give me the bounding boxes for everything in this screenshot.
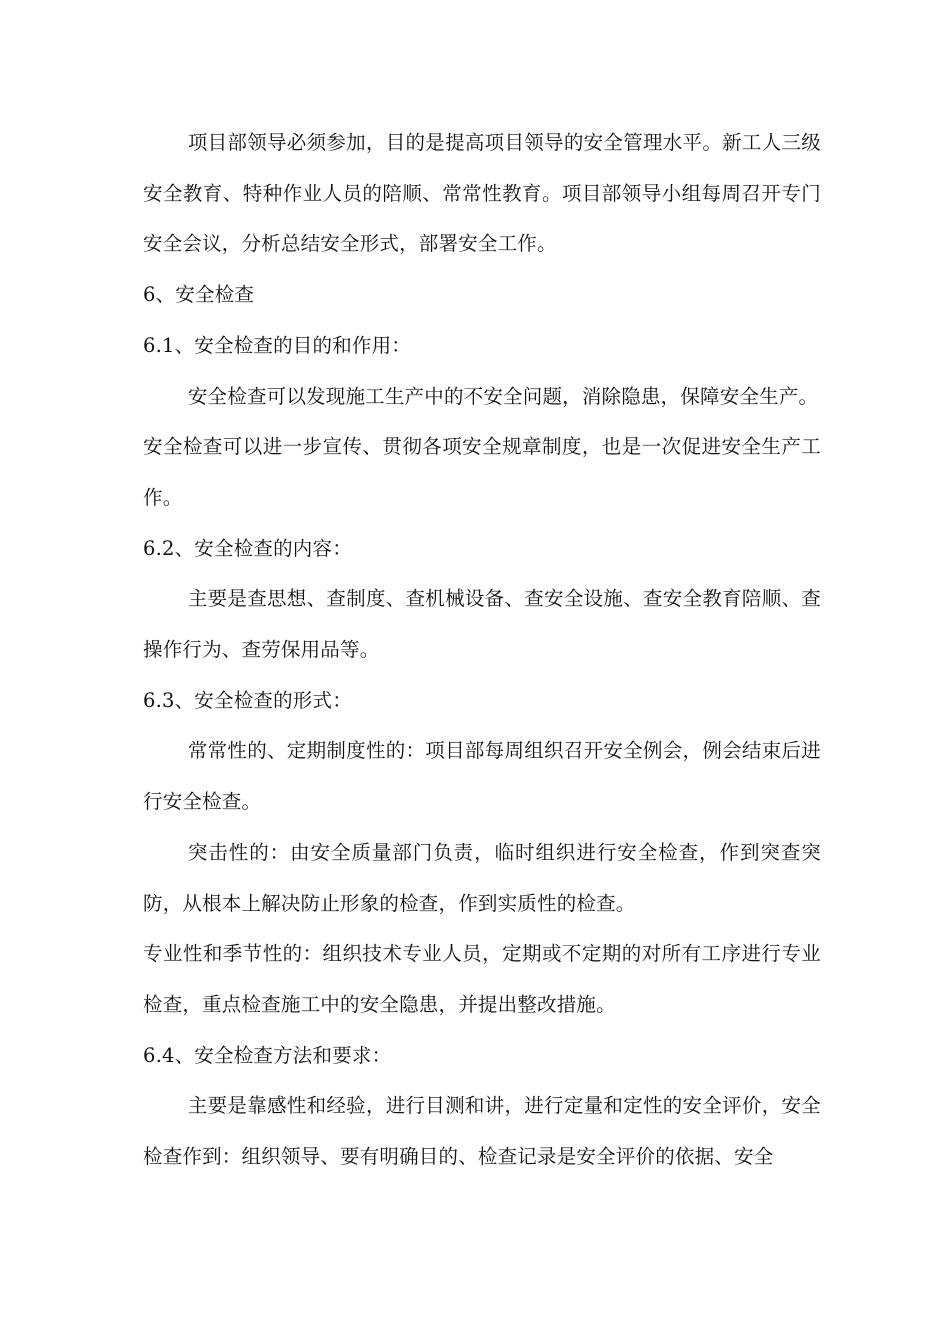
subsection-heading-purpose: 6.1、安全检查的目的和作用： <box>143 333 412 357</box>
paragraph-form-surprise: 突击性的：由安全质量部门负责，临时组织进行安全检查，作到突查突防，从根本上解决防止形象的检查，作到实质性的检查。 <box>143 840 821 915</box>
paragraph-purpose-2: 安全检查可以进一步宣传、贯彻各项安全规章制度，也是一次促进安全生产工作。 <box>143 435 821 509</box>
paragraph-methods: 主要是靠感性和经验，进行目测和讲，进行定量和定性的安全评价，安全检查作到：组织领导、要有明确目的、检查记录是安全评价的依据、安全 <box>143 1094 821 1169</box>
paragraph-content: 主要是查思想、查制度、查机械设备、查安全设施、查安全教育陪顺、查操作行为、查劳保用品等。 <box>143 587 821 662</box>
subsection-heading-content: 6.2、安全检查的内容： <box>143 536 352 560</box>
paragraph-form-regular: 常常性的、定期制度性的：项目部每周组织召开安全例会，例会结束后进行安全检查。 <box>143 739 821 814</box>
subsection-heading-forms: 6.3、安全检查的形式： <box>143 688 352 712</box>
paragraph-purpose-1: 安全检查可以发现施工生产中的不安全问题，消除隐患，保障安全生产。 <box>187 384 819 408</box>
subsection-heading-methods: 6.4、安全检查方法和要求： <box>143 1043 392 1067</box>
document-body <box>143 118 821 1183</box>
section-heading-safety-inspection: 6、安全检查 <box>143 283 255 307</box>
paragraph-leadership-participation: 项目部领导必须参加，目的是提高项目领导的安全管理水平。新工人三级安全教育、特种作业人员的陪顺、常常性教育。项目部领导小组每周召开专门安全会议，分析总结安全形式，部署安全工作。 <box>143 131 821 256</box>
paragraph-form-professional: 专业性和季节性的：组织技术专业人员，定期或不定期的对所有工序进行专业检查，重点检查施工中的安全隐患，并提出整改措施。 <box>143 942 821 1016</box>
